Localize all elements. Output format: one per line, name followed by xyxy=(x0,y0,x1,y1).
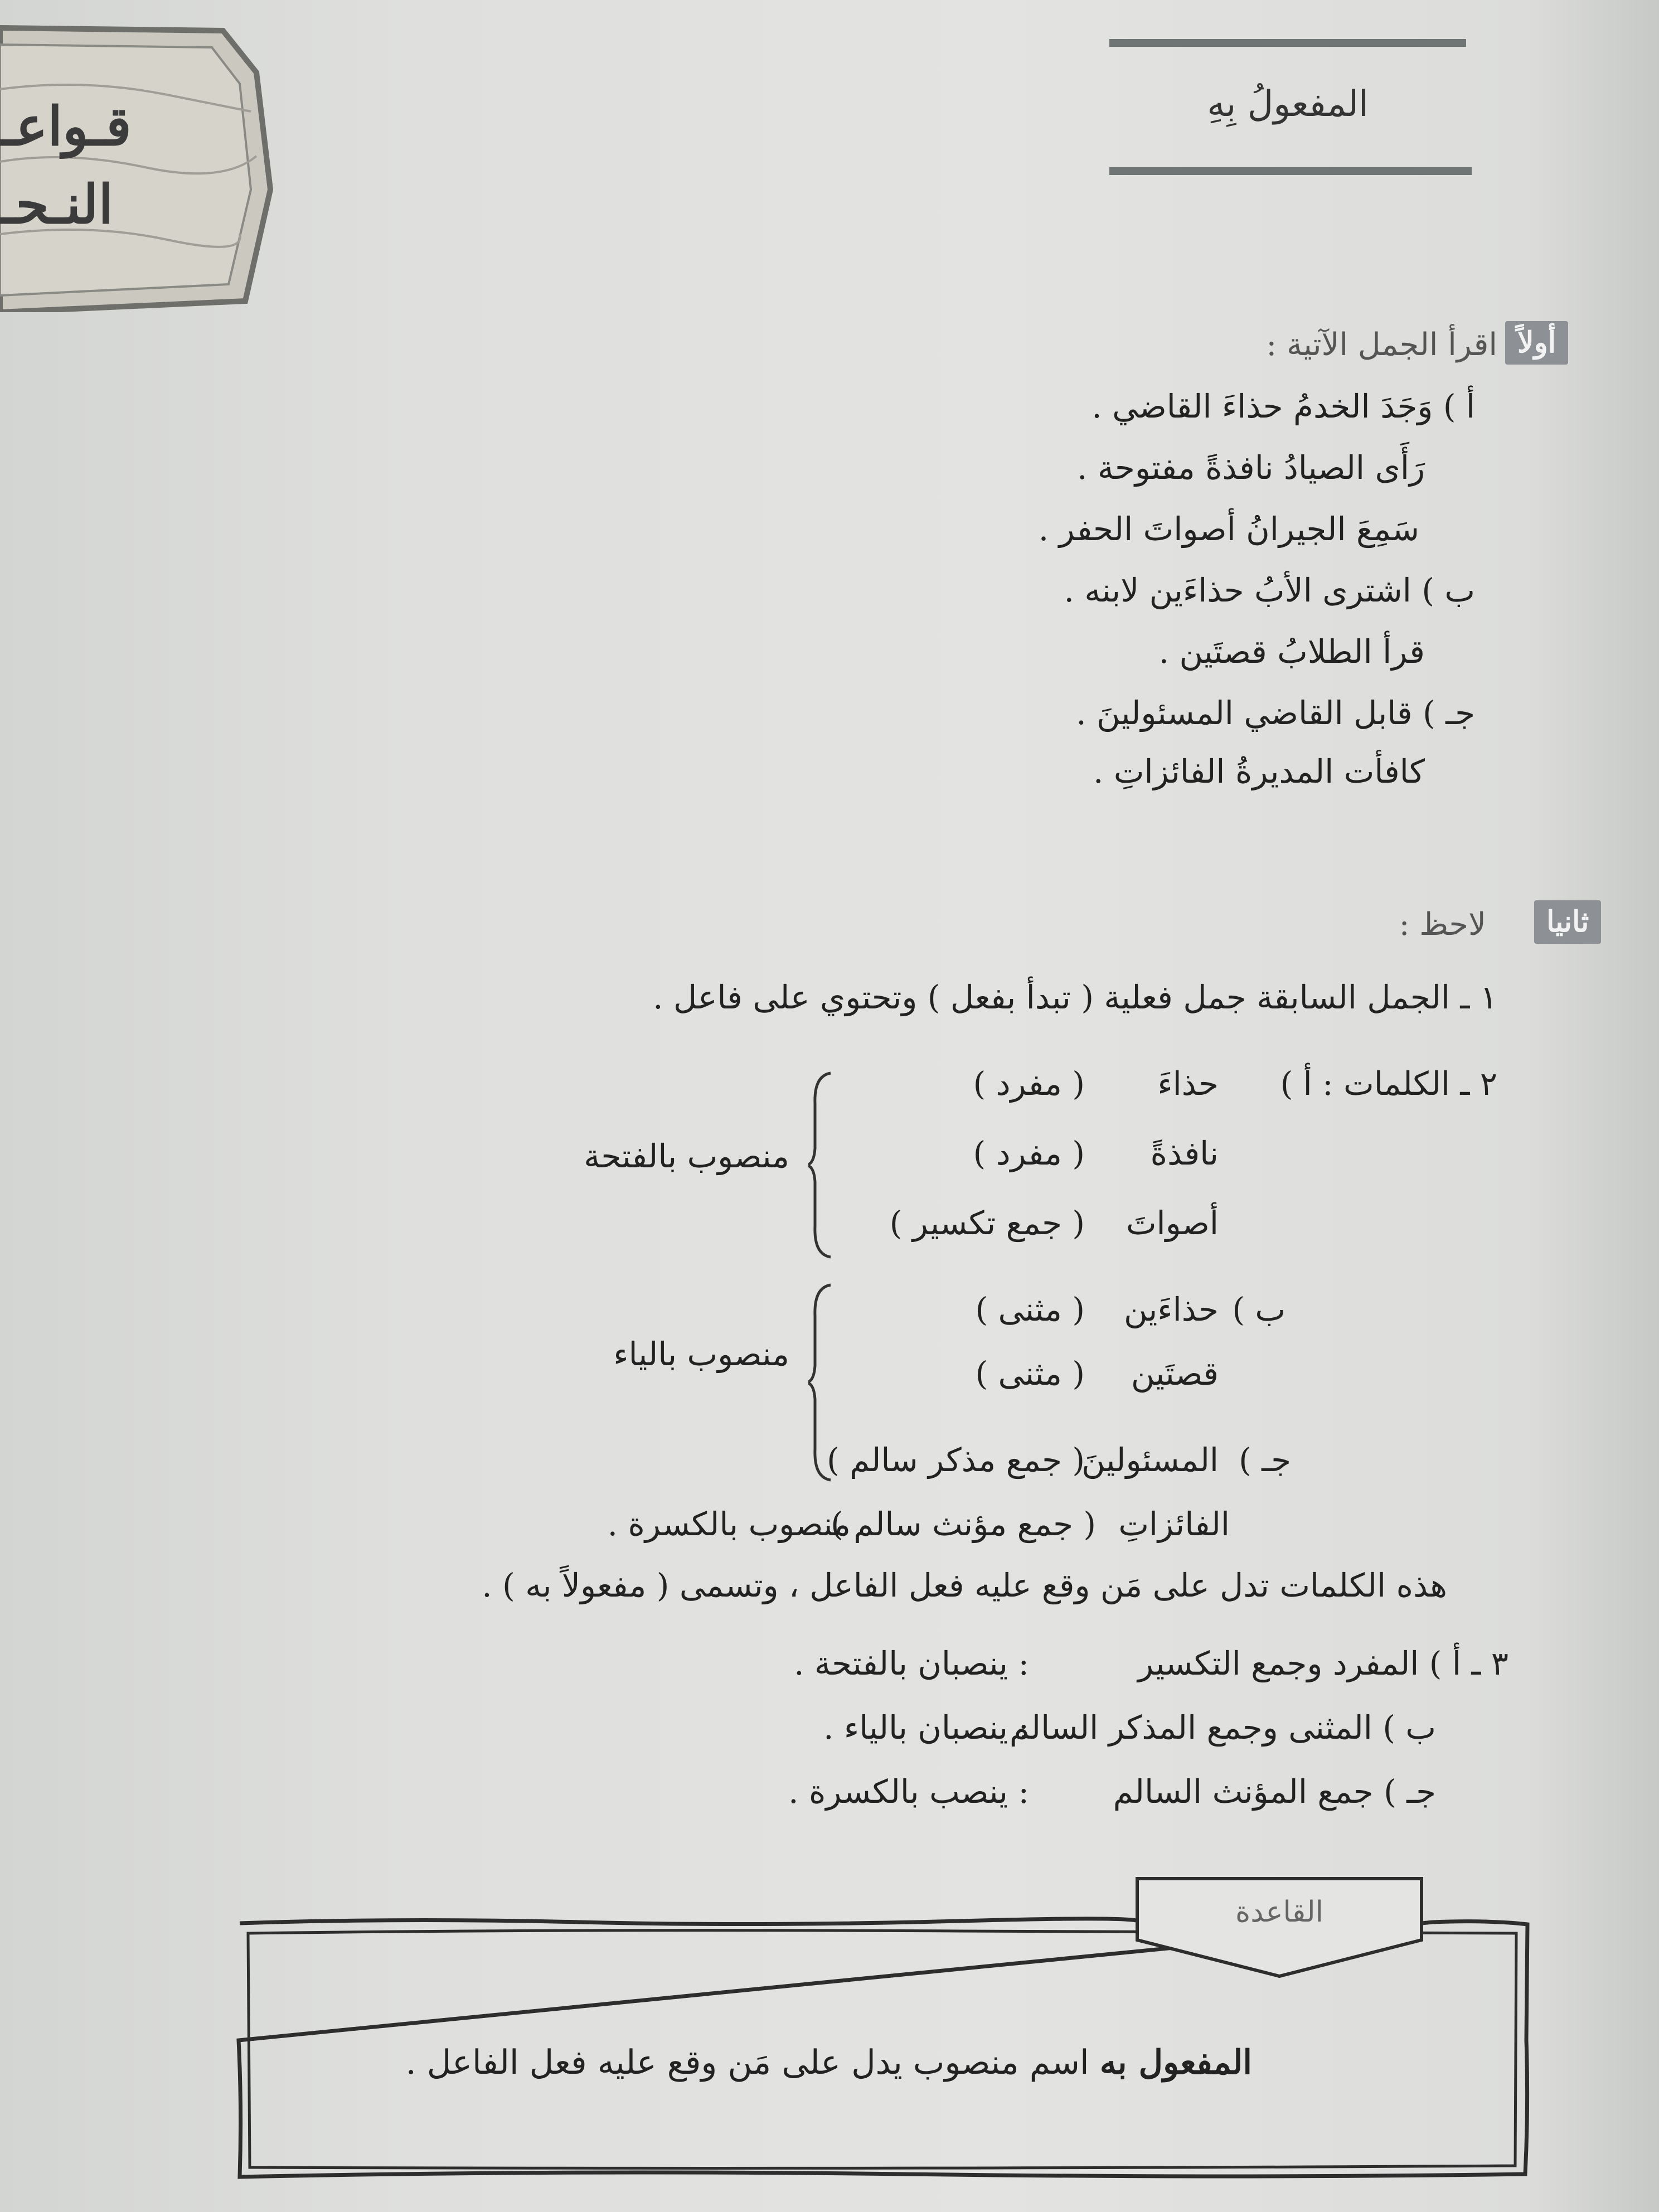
chapter-sign-icon xyxy=(0,22,279,312)
point-3-label: ٣ ـ أ ) المفرد وجمع التكسير xyxy=(1138,1645,1508,1682)
sentence-line: كافأت المديرةُ الفائزاتِ . xyxy=(1093,753,1425,790)
group-c-label: جـ ) xyxy=(1239,1441,1291,1479)
sentence-line: جـ ) قابل القاضي المسئولينَ . xyxy=(1076,694,1475,732)
sign-line-2: النـحـ xyxy=(0,173,114,236)
summary-line: هذه الكلمات تدل على مَن وقع عليه فعل الفاعل ، وتسمى ( مفعولاً به ) . xyxy=(482,1566,1447,1604)
word-type: ( جمع مذكر سالم ) xyxy=(827,1441,1085,1479)
word: قصتَين xyxy=(1131,1355,1219,1393)
word-type: ( مفرد ) xyxy=(973,1065,1085,1103)
group-bc-result: منصوب بالياء xyxy=(613,1335,789,1373)
title-rule-bottom xyxy=(1109,167,1472,175)
rule-statement xyxy=(406,2043,1252,2082)
section-badge-second: ثانيا xyxy=(1534,900,1601,944)
point-2-label: ٢ ـ الكلمات : أ ) xyxy=(1280,1065,1497,1103)
word: حذاءَ xyxy=(1157,1065,1219,1103)
fem-result: منصوب بالكسرة . xyxy=(607,1505,851,1543)
word: الفائزاتِ xyxy=(1118,1505,1230,1543)
sentence-line: رَأَى الصيادُ نافذةً مفتوحة . xyxy=(1077,449,1425,487)
word-type: ( جمع مؤنث سالم ) xyxy=(831,1505,1096,1543)
rule-definition: اسم منصوب يدل على مَن وقع عليه فعل الفاعل . xyxy=(405,2043,1100,2082)
sentence-line: أ ) وَجَدَ الخدمُ حذاءَ القاضي . xyxy=(1092,387,1475,425)
word-type: ( مثنى ) xyxy=(975,1291,1085,1328)
point-3-label: جـ ) جمع المؤنث السالم xyxy=(1113,1773,1436,1811)
rule-term: المفعول به xyxy=(1099,2043,1252,2082)
word-type: ( مفرد ) xyxy=(973,1134,1085,1172)
title-rule-top xyxy=(1109,39,1466,47)
page-title: المفعولُ بِهِ xyxy=(1207,84,1369,125)
rule-tab-label: القاعدة xyxy=(1235,1895,1323,1929)
sentence-line: ب ) اشترى الأبُ حذاءَين لابنه . xyxy=(1064,571,1475,609)
group-a-result: منصوب بالفتحة xyxy=(584,1137,789,1175)
word-type: ( مثنى ) xyxy=(975,1355,1085,1393)
sentence-line: قرأ الطلابُ قصتَين . xyxy=(1158,633,1425,671)
sign-line-1: قـواعـ xyxy=(0,95,132,158)
point-3-rule: : ينصبان بالياء . xyxy=(823,1709,1029,1747)
section-badge-first: أولاً xyxy=(1505,321,1568,365)
sentence-line: سَمِعَ الجيرانُ أصواتَ الحفر . xyxy=(1038,510,1419,548)
section1-heading: اقرأ الجمل الآتية : xyxy=(1266,327,1497,363)
brace-icon xyxy=(808,1282,836,1483)
point-1: ١ ـ الجمل السابقة جمل فعلية ( تبدأ بفعل ) وتحتوي على فاعل . xyxy=(653,978,1497,1016)
group-b-label: ب ) xyxy=(1232,1291,1286,1328)
section2-heading: لاحظ : xyxy=(1399,906,1486,943)
point-3-label: ب ) المثنى وجمع المذكر السالم xyxy=(1009,1709,1436,1747)
point-3-rule: : ينصب بالكسرة . xyxy=(788,1773,1029,1811)
word: نافذةً xyxy=(1150,1134,1219,1172)
word: حذاءَين xyxy=(1124,1291,1219,1328)
word: أصواتَ xyxy=(1126,1204,1219,1242)
word-type: ( جمع تكسير ) xyxy=(889,1204,1085,1242)
brace-icon xyxy=(808,1070,836,1260)
word: المسئولينَ xyxy=(1081,1441,1219,1479)
point-3-rule: : ينصبان بالفتحة . xyxy=(794,1645,1029,1682)
